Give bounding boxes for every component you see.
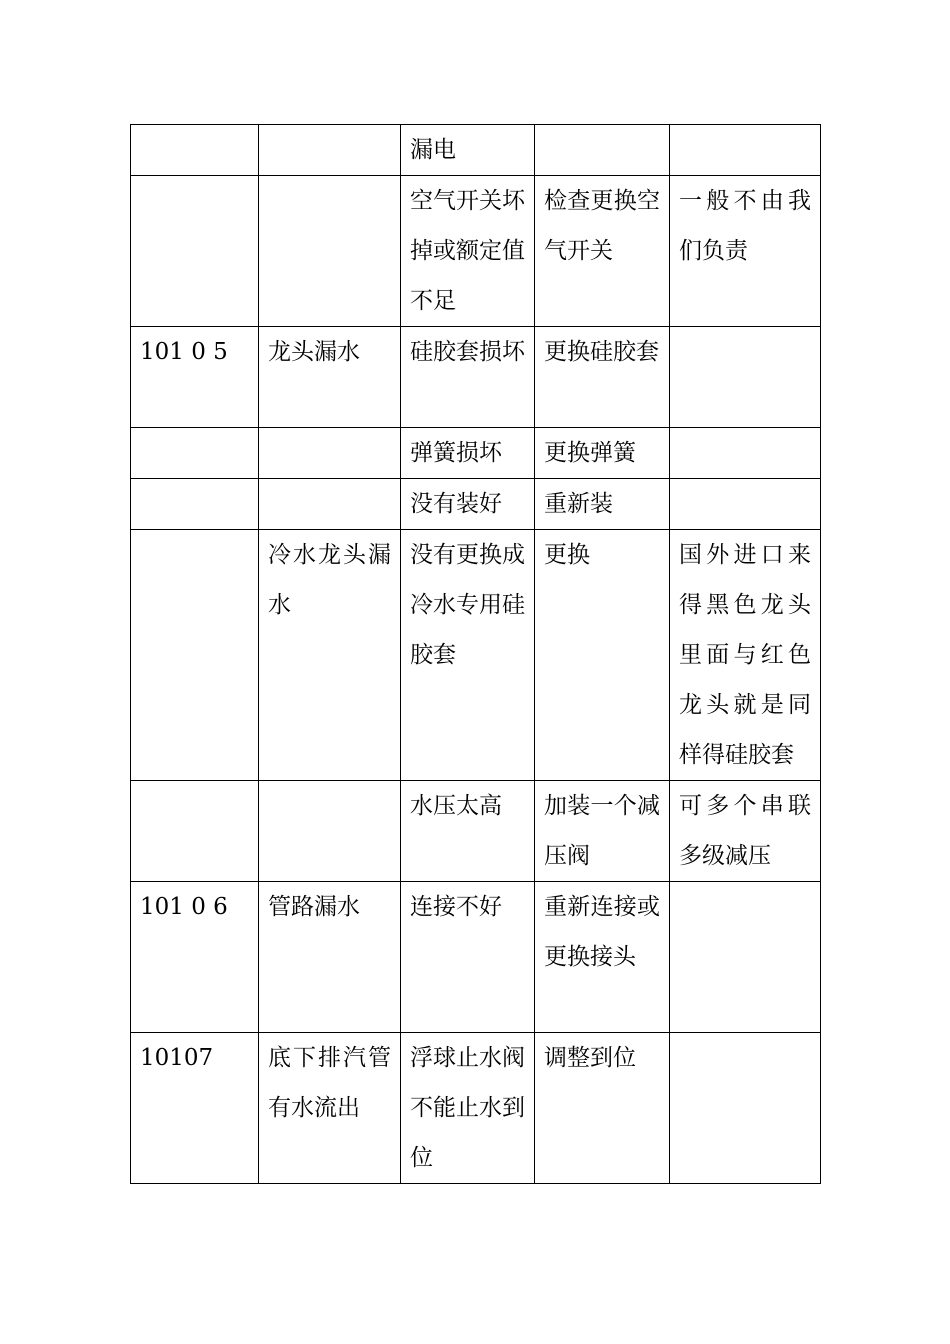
table-cell	[259, 781, 401, 882]
table-cell: 一般不由我们负责	[670, 176, 821, 327]
table-cell: 更换	[535, 530, 670, 781]
table-cell: 连接不好	[401, 882, 535, 1033]
table-cell: 龙头漏水	[259, 327, 401, 428]
table-cell: 冷水龙头漏水	[259, 530, 401, 781]
table-cell: 10107	[131, 1033, 259, 1184]
table-cell: 浮球止水阀不能止水到位	[401, 1033, 535, 1184]
table-cell	[259, 125, 401, 176]
table-row	[131, 1033, 821, 1184]
table-cell: 水压太高	[401, 781, 535, 882]
table-cell	[670, 1033, 821, 1184]
table-row	[131, 125, 821, 176]
table-cell	[670, 125, 821, 176]
table-cell	[131, 479, 259, 530]
table-cell	[670, 479, 821, 530]
table-cell: 空气开关坏掉或额定值不足	[401, 176, 535, 327]
table-cell: 硅胶套损坏	[401, 327, 535, 428]
table-cell	[259, 428, 401, 479]
table-row	[131, 327, 821, 428]
table-cell	[535, 125, 670, 176]
table-cell	[131, 176, 259, 327]
table-row	[131, 530, 821, 781]
table-row	[131, 781, 821, 882]
table-cell	[131, 428, 259, 479]
table-cell	[259, 479, 401, 530]
table-cell	[131, 530, 259, 781]
table-cell	[670, 428, 821, 479]
table-row	[131, 428, 821, 479]
table-cell: 底下排汽管有水流出	[259, 1033, 401, 1184]
table-row	[131, 479, 821, 530]
table-cell: 管路漏水	[259, 882, 401, 1033]
table-cell: 国外进口来得黑色龙头里面与红色龙头就是同样得硅胶套	[670, 530, 821, 781]
table-cell: 没有更换成冷水专用硅胶套	[401, 530, 535, 781]
table-cell: 重新连接或更换接头	[535, 882, 670, 1033]
table-cell: 调整到位	[535, 1033, 670, 1184]
table-cell: 检查更换空气开关	[535, 176, 670, 327]
table-cell: 101 0 6	[131, 882, 259, 1033]
table-cell: 加装一个减压阀	[535, 781, 670, 882]
table-cell	[670, 882, 821, 1033]
table-cell	[131, 781, 259, 882]
table-cell: 可多个串联多级减压	[670, 781, 821, 882]
table-row	[131, 882, 821, 1033]
table-cell: 漏电	[401, 125, 535, 176]
table-cell: 没有装好	[401, 479, 535, 530]
table-cell: 弹簧损坏	[401, 428, 535, 479]
table-cell	[131, 125, 259, 176]
table-cell	[259, 176, 401, 327]
fault-table	[130, 124, 821, 1184]
table-cell: 更换弹簧	[535, 428, 670, 479]
table-cell: 更换硅胶套	[535, 327, 670, 428]
table-row	[131, 176, 821, 327]
table-cell: 重新装	[535, 479, 670, 530]
table-cell: 101 0 5	[131, 327, 259, 428]
table-cell	[670, 327, 821, 428]
